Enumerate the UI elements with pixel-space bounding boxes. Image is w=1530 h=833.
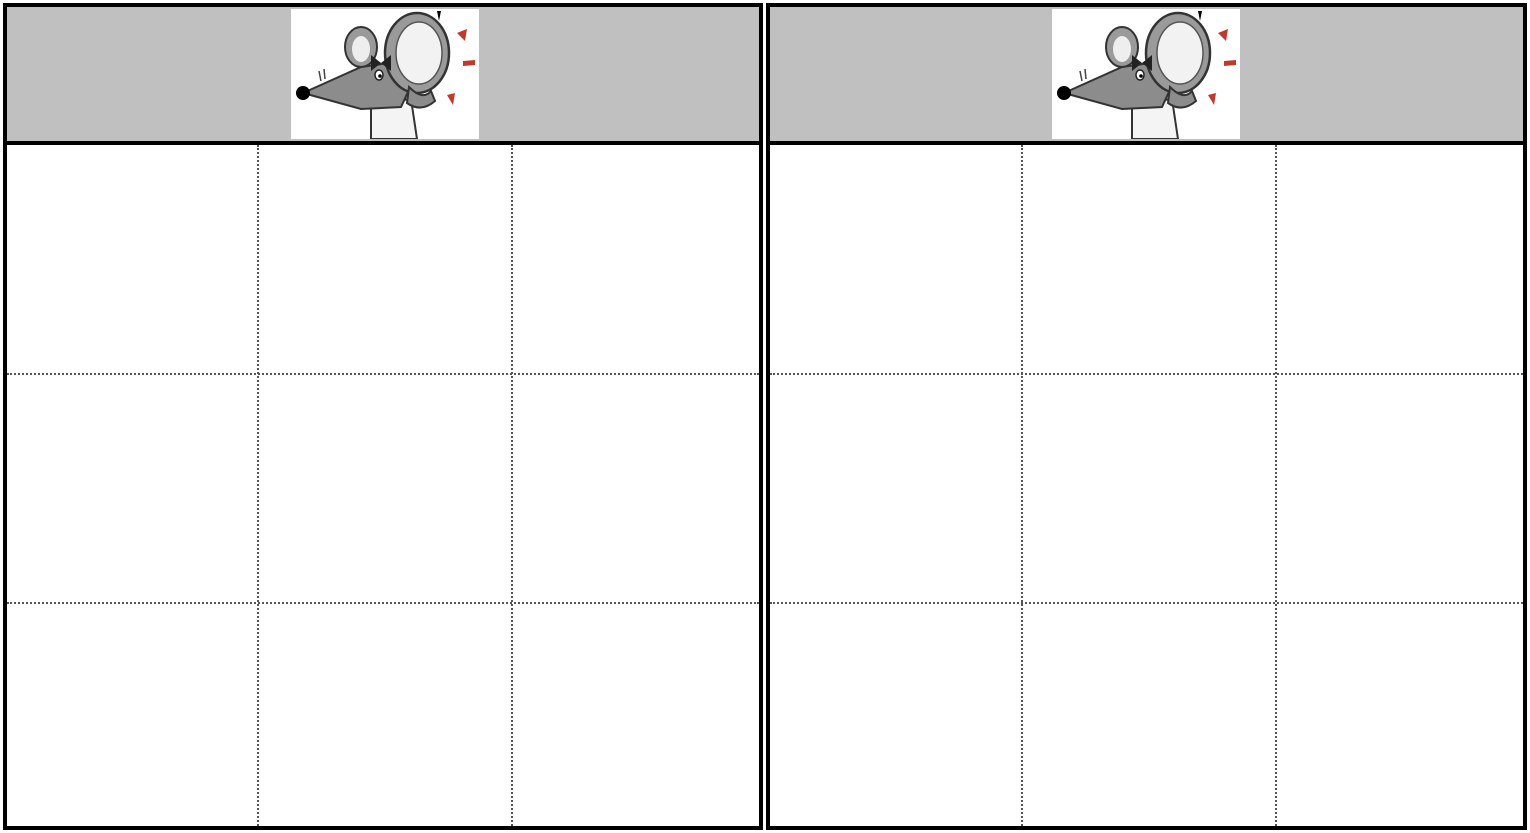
board-header bbox=[770, 7, 1523, 145]
grid-cell[interactable] bbox=[513, 604, 759, 830]
mouse-listening-icon bbox=[291, 9, 479, 139]
grid-cell[interactable] bbox=[1277, 375, 1523, 602]
bingo-grid-right bbox=[770, 145, 1523, 826]
board-header bbox=[7, 7, 759, 145]
grid-cell[interactable] bbox=[259, 375, 511, 602]
grid-cell[interactable] bbox=[770, 145, 1021, 373]
grid-cell[interactable] bbox=[513, 145, 759, 373]
grid-cell[interactable] bbox=[513, 375, 759, 602]
bingo-board-right bbox=[766, 3, 1527, 830]
bingo-grid-left bbox=[7, 145, 759, 826]
grid-cell[interactable] bbox=[7, 145, 257, 373]
grid-cell[interactable] bbox=[1023, 375, 1275, 602]
grid-cell[interactable] bbox=[1277, 604, 1523, 830]
grid-cell[interactable] bbox=[1023, 145, 1275, 373]
bingo-board-left bbox=[3, 3, 763, 830]
grid-cell[interactable] bbox=[7, 604, 257, 830]
mouse-listening-icon bbox=[1052, 9, 1240, 139]
grid-cell[interactable] bbox=[259, 604, 511, 830]
grid-cell[interactable] bbox=[259, 145, 511, 373]
grid-cell[interactable] bbox=[7, 375, 257, 602]
grid-cell[interactable] bbox=[1023, 604, 1275, 830]
grid-cell[interactable] bbox=[1277, 145, 1523, 373]
grid-cell[interactable] bbox=[770, 375, 1021, 602]
grid-cell[interactable] bbox=[770, 604, 1021, 830]
